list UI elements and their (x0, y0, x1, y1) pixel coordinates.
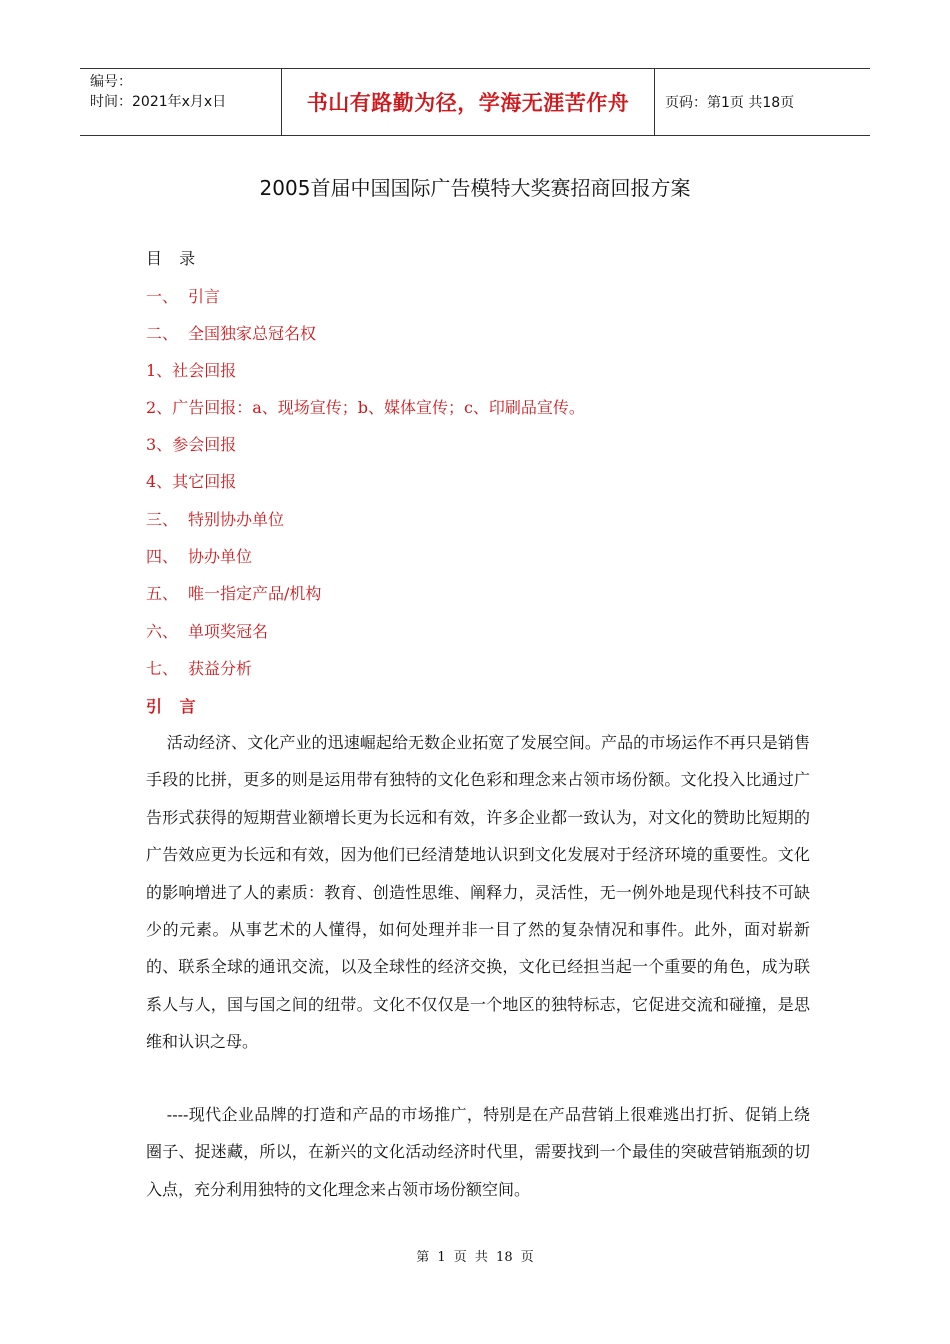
document-title: 2005首届中国国际广告模特大奖赛招商回报方案 (259, 176, 691, 200)
header-page-cell (655, 69, 870, 135)
toc-item-label: 协办单位 (188, 547, 253, 566)
page-footer: 第 1 页 共 18 页 (416, 1250, 534, 1265)
toc-item-number: 五、 (146, 584, 179, 603)
toc-item-number: 3、 (146, 435, 173, 454)
toc-item-label: 社会回报 (172, 361, 237, 380)
toc-item[interactable] (146, 581, 321, 604)
toc-item-number: 二、 (146, 324, 179, 343)
body-paragraph: ----现代企业品牌的打造和产品的市场推广，特别是在产品营销上很难逃出打折、促销上绕圈子、捉迷藏，所以，在新兴的文化活动经济时代里，需要找到一个最佳的突破营销瓶颈的切入点，充分利用独特的文化理念来占领市场份额空间。 (146, 1105, 810, 1199)
toc-item[interactable] (146, 469, 236, 492)
toc-item-label: 唯一指定产品/机构 (188, 584, 322, 603)
doc-number-label: 编号： (90, 74, 132, 90)
toc-item[interactable] (146, 321, 316, 344)
toc-item-number: 三、 (146, 510, 179, 529)
toc-item-label: 引言 (188, 287, 221, 306)
toc-item-label: 获益分析 (188, 659, 253, 678)
toc-item-label: 特别协办单位 (188, 510, 285, 529)
toc-item[interactable] (146, 395, 585, 418)
header-table (80, 68, 870, 136)
motto-text: 书山有路勤为径，学海无涯苦作舟 (306, 91, 630, 115)
toc-item-number: 一、 (146, 287, 179, 306)
toc-item[interactable] (146, 284, 220, 307)
toc-item[interactable] (146, 507, 284, 530)
toc-item-label: 广告回报：a、现场宣传；b、媒体宣传；c、印刷品宣传。 (172, 398, 585, 417)
toc-item[interactable] (146, 656, 252, 679)
toc-item-number: 四、 (146, 547, 179, 566)
toc-item-label: 参会回报 (172, 435, 237, 454)
toc-item-number: 2、 (146, 398, 173, 417)
header-meta-cell (80, 69, 282, 135)
header-motto-cell (282, 69, 655, 135)
toc-item[interactable] (146, 619, 268, 642)
toc-heading: 目 录 (146, 249, 202, 268)
toc-item-label: 其它回报 (172, 472, 237, 491)
body-paragraph: 活动经济、文化产业的迅速崛起给无数企业拓宽了发展空间。产品的市场运作不再只是销售手段的比拼，更多的则是运用带有独特的文化色彩和理念来占领市场份额。文化投入比通过广告形式获得的短期营业额增长更为长远和有效，许多企业都一致认为，对文化的赞助比短期的广告效应更为长远和有效，因为他们已经清楚地认识到文化发展对于经济环境的重要性。文化的影响增进了人的素质：教育、创造性思维、阐释力，灵活性，无一例外地是现代科技不可缺少的元素。从事艺术的人懂得，如何处理并非一目了然的复杂情况和事件。此外，面对崭新的、联系全球的通讯交流，以及全球性的经济交换，文化已经担当起一个重要的角色，成为联系人与人，国与国之间的纽带。文化不仅仅是一个地区的独特标志，它促进交流和碰撞，是思维和认识之母。 (146, 733, 810, 1052)
page-label: 页码：第1页 共18页 (665, 95, 795, 111)
toc-item-number: 七、 (146, 659, 179, 678)
toc-item-label: 单项奖冠名 (188, 622, 269, 641)
toc-item-number: 1、 (146, 361, 173, 380)
toc-item-number: 六、 (146, 622, 179, 641)
section-heading: 引 言 (146, 697, 202, 716)
toc-item[interactable] (146, 432, 236, 455)
toc-item[interactable] (146, 358, 236, 381)
toc-item-number: 4、 (146, 472, 173, 491)
toc-item[interactable] (146, 544, 252, 567)
time-label: 时间：2021年x月x日 (90, 94, 227, 110)
toc-item-label: 全国独家总冠名权 (188, 324, 317, 343)
